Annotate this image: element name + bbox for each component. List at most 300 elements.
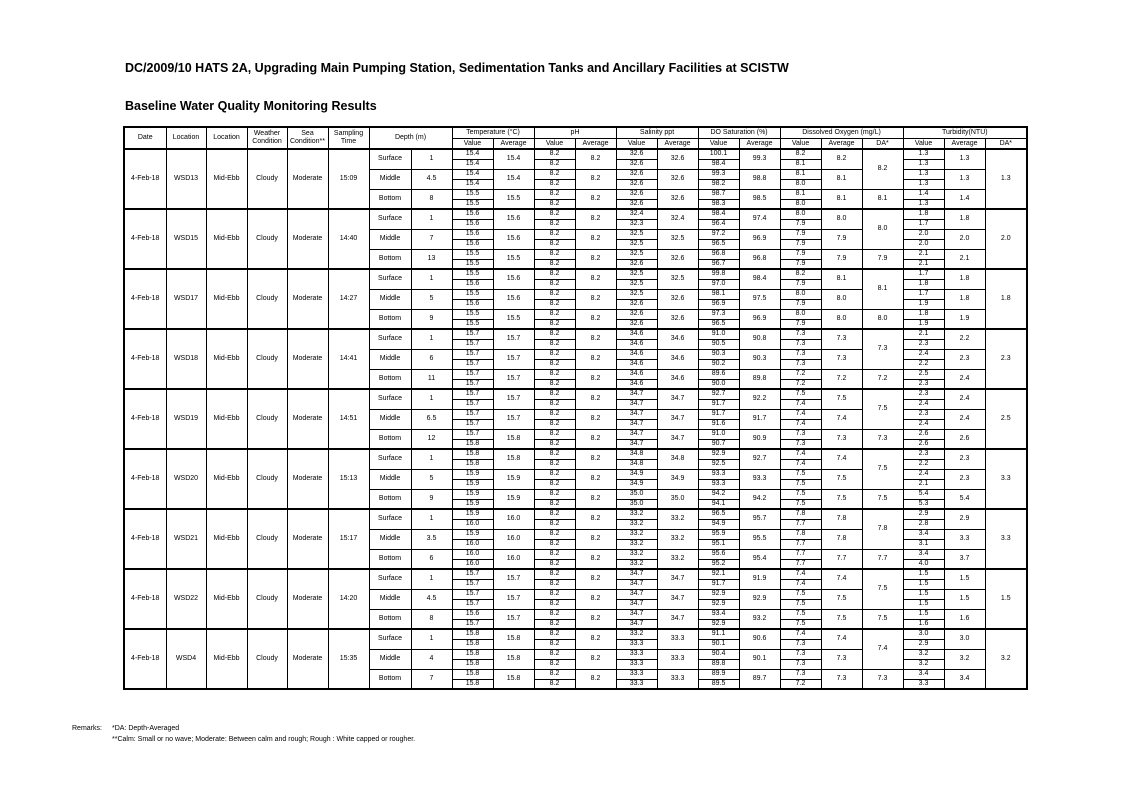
cell-do-average: 7.3 bbox=[821, 429, 862, 449]
cell-turbidity-value: 1.7 bbox=[903, 269, 944, 279]
cell-do-saturation-average: 93.3 bbox=[739, 469, 780, 489]
cell-temp-value: 16.0 bbox=[452, 549, 493, 559]
cell-depth-level: Middle bbox=[369, 589, 411, 609]
cell-salinity-value: 32.5 bbox=[616, 229, 657, 239]
cell-temp-value: 15.7 bbox=[452, 399, 493, 409]
cell-ph-value: 8.2 bbox=[534, 509, 575, 519]
cell-do-saturation-average: 95.5 bbox=[739, 529, 780, 549]
cell-salinity-value: 32.5 bbox=[616, 269, 657, 279]
subheader-da: DA* bbox=[985, 139, 1027, 150]
subheader-average: Average bbox=[739, 139, 780, 150]
cell-ph-value: 8.2 bbox=[534, 489, 575, 499]
cell-do-saturation-value: 96.9 bbox=[698, 299, 739, 309]
cell-temp-average: 15.7 bbox=[493, 589, 534, 609]
subheader-da: DA* bbox=[862, 139, 903, 150]
cell-ph-value: 8.2 bbox=[534, 429, 575, 439]
cell-turbidity-value: 1.5 bbox=[903, 599, 944, 609]
cell-salinity-value: 34.9 bbox=[616, 469, 657, 479]
cell-ph-value: 8.2 bbox=[534, 209, 575, 219]
cell-turbidity-average: 1.4 bbox=[944, 189, 985, 209]
cell-sampling-time: 15:09 bbox=[328, 149, 369, 209]
cell-ph-value: 8.2 bbox=[534, 649, 575, 659]
cell-do-value: 8.0 bbox=[780, 199, 821, 209]
cell-do-saturation-average: 98.4 bbox=[739, 269, 780, 289]
cell-do-saturation-value: 96.4 bbox=[698, 219, 739, 229]
cell-do-da: 7.3 bbox=[862, 329, 903, 369]
cell-turbidity-average: 1.9 bbox=[944, 309, 985, 329]
cell-salinity-value: 33.3 bbox=[616, 679, 657, 689]
cell-depth-m: 3.5 bbox=[411, 529, 452, 549]
cell-do-da: 7.7 bbox=[862, 549, 903, 569]
cell-location: WSD17 bbox=[166, 269, 206, 329]
cell-depth-level: Middle bbox=[369, 229, 411, 249]
cell-depth-m: 1 bbox=[411, 449, 452, 469]
cell-ph-value: 8.2 bbox=[534, 159, 575, 169]
cell-temp-value: 15.7 bbox=[452, 599, 493, 609]
cell-do-saturation-average: 91.7 bbox=[739, 409, 780, 429]
cell-temp-average: 16.0 bbox=[493, 549, 534, 569]
cell-do-saturation-average: 89.7 bbox=[739, 669, 780, 689]
cell-turbidity-value: 4.0 bbox=[903, 559, 944, 569]
cell-depth-level: Middle bbox=[369, 469, 411, 489]
cell-date: 4-Feb-18 bbox=[124, 509, 166, 569]
cell-do-average: 8.1 bbox=[821, 269, 862, 289]
cell-do-saturation-value: 96.7 bbox=[698, 259, 739, 269]
cell-turbidity-da: 2.0 bbox=[985, 209, 1027, 269]
cell-temp-value: 15.6 bbox=[452, 239, 493, 249]
cell-do-value: 7.2 bbox=[780, 679, 821, 689]
cell-ph-value: 8.2 bbox=[534, 249, 575, 259]
cell-turbidity-average: 1.5 bbox=[944, 569, 985, 589]
cell-do-value: 7.5 bbox=[780, 589, 821, 599]
cell-temp-value: 15.8 bbox=[452, 669, 493, 679]
cell-turbidity-value: 3.4 bbox=[903, 529, 944, 539]
cell-turbidity-value: 3.2 bbox=[903, 659, 944, 669]
cell-ph-average: 8.2 bbox=[575, 589, 616, 609]
cell-location: WSD21 bbox=[166, 509, 206, 569]
cell-salinity-average: 33.2 bbox=[657, 529, 698, 549]
cell-turbidity-value: 3.2 bbox=[903, 649, 944, 659]
cell-do-average: 7.5 bbox=[821, 609, 862, 629]
cell-do-value: 7.5 bbox=[780, 489, 821, 499]
table-row bbox=[124, 509, 1027, 519]
cell-temp-average: 15.5 bbox=[493, 189, 534, 209]
cell-sampling-time: 15:35 bbox=[328, 629, 369, 689]
cell-depth-m: 7 bbox=[411, 229, 452, 249]
cell-temp-value: 16.0 bbox=[452, 559, 493, 569]
cell-turbidity-value: 2.1 bbox=[903, 479, 944, 489]
cell-salinity-value: 34.7 bbox=[616, 409, 657, 419]
cell-location: WSD15 bbox=[166, 209, 206, 269]
cell-do-average: 8.1 bbox=[821, 169, 862, 189]
cell-ph-value: 8.2 bbox=[534, 309, 575, 319]
cell-sea-condition: Moderate bbox=[287, 569, 328, 629]
cell-salinity-value: 34.7 bbox=[616, 399, 657, 409]
cell-ph-value: 8.2 bbox=[534, 589, 575, 599]
cell-do-da: 7.3 bbox=[862, 669, 903, 689]
cell-ph-average: 8.2 bbox=[575, 569, 616, 589]
cell-turbidity-value: 2.3 bbox=[903, 409, 944, 419]
cell-do-value: 8.1 bbox=[780, 159, 821, 169]
cell-turbidity-average: 2.6 bbox=[944, 429, 985, 449]
cell-do-value: 7.7 bbox=[780, 559, 821, 569]
cell-temp-average: 15.7 bbox=[493, 369, 534, 389]
cell-temp-value: 15.9 bbox=[452, 469, 493, 479]
cell-salinity-average: 34.7 bbox=[657, 589, 698, 609]
cell-salinity-value: 32.6 bbox=[616, 189, 657, 199]
cell-do-saturation-average: 98.5 bbox=[739, 189, 780, 209]
cell-location: WSD13 bbox=[166, 149, 206, 209]
cell-depth-level: Middle bbox=[369, 649, 411, 669]
cell-do-value: 7.5 bbox=[780, 499, 821, 509]
cell-do-saturation-value: 91.7 bbox=[698, 579, 739, 589]
cell-ph-value: 8.2 bbox=[534, 609, 575, 619]
cell-tide: Mid-Ebb bbox=[206, 569, 247, 629]
cell-do-saturation-value: 95.9 bbox=[698, 529, 739, 539]
cell-turbidity-value: 1.3 bbox=[903, 149, 944, 159]
cell-do-saturation-value: 94.1 bbox=[698, 499, 739, 509]
cell-do-value: 7.3 bbox=[780, 429, 821, 439]
cell-do-saturation-average: 96.9 bbox=[739, 309, 780, 329]
cell-do-saturation-value: 89.5 bbox=[698, 679, 739, 689]
cell-do-saturation-value: 93.3 bbox=[698, 469, 739, 479]
cell-depth-level: Surface bbox=[369, 449, 411, 469]
cell-turbidity-value: 3.0 bbox=[903, 629, 944, 639]
cell-temp-average: 15.6 bbox=[493, 289, 534, 309]
cell-ph-value: 8.2 bbox=[534, 219, 575, 229]
cell-do-saturation-average: 95.7 bbox=[739, 509, 780, 529]
subheader-average: Average bbox=[493, 139, 534, 150]
cell-do-saturation-value: 97.2 bbox=[698, 229, 739, 239]
cell-turbidity-value: 2.8 bbox=[903, 519, 944, 529]
cell-ph-value: 8.2 bbox=[534, 229, 575, 239]
cell-ph-value: 8.2 bbox=[534, 279, 575, 289]
cell-do-saturation-value: 99.3 bbox=[698, 169, 739, 179]
cell-depth-m: 4.5 bbox=[411, 169, 452, 189]
cell-do-saturation-average: 91.9 bbox=[739, 569, 780, 589]
cell-depth-m: 6 bbox=[411, 549, 452, 569]
cell-weather: Cloudy bbox=[247, 209, 287, 269]
cell-temp-value: 15.7 bbox=[452, 329, 493, 339]
cell-depth-level: Middle bbox=[369, 169, 411, 189]
cell-do-average: 7.7 bbox=[821, 549, 862, 569]
cell-date: 4-Feb-18 bbox=[124, 329, 166, 389]
cell-depth-level: Middle bbox=[369, 529, 411, 549]
cell-temp-value: 15.8 bbox=[452, 659, 493, 669]
cell-temp-value: 15.5 bbox=[452, 249, 493, 259]
cell-turbidity-value: 1.9 bbox=[903, 319, 944, 329]
cell-turbidity-average: 1.3 bbox=[944, 149, 985, 169]
cell-temp-value: 15.6 bbox=[452, 209, 493, 219]
cell-turbidity-average: 3.0 bbox=[944, 629, 985, 649]
cell-do-saturation-value: 94.9 bbox=[698, 519, 739, 529]
cell-salinity-value: 35.0 bbox=[616, 489, 657, 499]
cell-do-saturation-value: 100.1 bbox=[698, 149, 739, 159]
cell-location: WSD18 bbox=[166, 329, 206, 389]
remarks-label: Remarks: bbox=[72, 725, 102, 732]
cell-turbidity-value: 3.4 bbox=[903, 669, 944, 679]
cell-salinity-average: 34.7 bbox=[657, 609, 698, 629]
cell-depth-m: 1 bbox=[411, 389, 452, 409]
cell-do-average: 7.9 bbox=[821, 229, 862, 249]
cell-do-saturation-average: 90.3 bbox=[739, 349, 780, 369]
cell-salinity-value: 34.6 bbox=[616, 349, 657, 359]
cell-salinity-value: 34.7 bbox=[616, 429, 657, 439]
cell-temp-value: 15.8 bbox=[452, 649, 493, 659]
cell-salinity-value: 32.6 bbox=[616, 299, 657, 309]
cell-ph-average: 8.2 bbox=[575, 609, 616, 629]
cell-turbidity-average: 3.4 bbox=[944, 669, 985, 689]
cell-do-value: 7.3 bbox=[780, 329, 821, 339]
cell-sampling-time: 14:40 bbox=[328, 209, 369, 269]
cell-depth-m: 9 bbox=[411, 489, 452, 509]
cell-do-saturation-value: 90.2 bbox=[698, 359, 739, 369]
cell-ph-value: 8.2 bbox=[534, 329, 575, 339]
cell-do-saturation-value: 92.9 bbox=[698, 449, 739, 459]
cell-ph-value: 8.2 bbox=[534, 169, 575, 179]
cell-do-da: 7.5 bbox=[862, 449, 903, 489]
cell-salinity-value: 33.2 bbox=[616, 549, 657, 559]
cell-turbidity-value: 1.4 bbox=[903, 189, 944, 199]
cell-do-value: 7.2 bbox=[780, 379, 821, 389]
cell-do-saturation-value: 98.1 bbox=[698, 289, 739, 299]
cell-salinity-value: 33.3 bbox=[616, 659, 657, 669]
cell-temp-value: 15.7 bbox=[452, 349, 493, 359]
cell-ph-value: 8.2 bbox=[534, 399, 575, 409]
header-temperature: Temperature (°C) bbox=[452, 127, 534, 139]
cell-location: WSD20 bbox=[166, 449, 206, 509]
cell-do-da: 8.0 bbox=[862, 209, 903, 249]
cell-date: 4-Feb-18 bbox=[124, 209, 166, 269]
subheader-average: Average bbox=[575, 139, 616, 150]
cell-turbidity-average: 1.8 bbox=[944, 289, 985, 309]
cell-do-saturation-average: 97.4 bbox=[739, 209, 780, 229]
cell-temp-average: 15.7 bbox=[493, 329, 534, 349]
cell-temp-average: 15.9 bbox=[493, 489, 534, 509]
cell-ph-value: 8.2 bbox=[534, 599, 575, 609]
cell-temp-average: 15.7 bbox=[493, 409, 534, 429]
cell-salinity-value: 32.5 bbox=[616, 289, 657, 299]
cell-do-value: 7.3 bbox=[780, 649, 821, 659]
cell-turbidity-average: 1.6 bbox=[944, 609, 985, 629]
cell-do-saturation-value: 93.3 bbox=[698, 479, 739, 489]
cell-turbidity-value: 1.5 bbox=[903, 609, 944, 619]
cell-ph-value: 8.2 bbox=[534, 289, 575, 299]
cell-date: 4-Feb-18 bbox=[124, 449, 166, 509]
cell-turbidity-value: 1.3 bbox=[903, 179, 944, 189]
cell-salinity-value: 32.5 bbox=[616, 249, 657, 259]
cell-do-value: 7.9 bbox=[780, 299, 821, 309]
cell-temp-value: 15.7 bbox=[452, 369, 493, 379]
cell-do-saturation-value: 98.2 bbox=[698, 179, 739, 189]
cell-temp-average: 15.5 bbox=[493, 309, 534, 329]
cell-depth-m: 5 bbox=[411, 469, 452, 489]
cell-do-value: 7.9 bbox=[780, 249, 821, 259]
cell-do-saturation-value: 91.7 bbox=[698, 399, 739, 409]
cell-temp-average: 15.7 bbox=[493, 569, 534, 589]
cell-do-value: 7.5 bbox=[780, 609, 821, 619]
cell-turbidity-value: 1.3 bbox=[903, 199, 944, 209]
cell-turbidity-average: 1.3 bbox=[944, 169, 985, 189]
cell-ph-value: 8.2 bbox=[534, 639, 575, 649]
cell-do-value: 7.3 bbox=[780, 339, 821, 349]
cell-temp-value: 15.4 bbox=[452, 169, 493, 179]
cell-salinity-value: 32.4 bbox=[616, 209, 657, 219]
cell-ph-average: 8.2 bbox=[575, 429, 616, 449]
cell-turbidity-value: 2.3 bbox=[903, 389, 944, 399]
cell-temp-average: 15.6 bbox=[493, 209, 534, 229]
cell-location: WSD19 bbox=[166, 389, 206, 449]
header-dissolved-oxygen: Dissolved Oxygen (mg/L) bbox=[780, 127, 903, 139]
cell-sea-condition: Moderate bbox=[287, 509, 328, 569]
cell-depth-m: 1 bbox=[411, 149, 452, 169]
cell-turbidity-value: 2.6 bbox=[903, 429, 944, 439]
cell-temp-value: 15.8 bbox=[452, 449, 493, 459]
cell-salinity-average: 33.3 bbox=[657, 649, 698, 669]
cell-ph-average: 8.2 bbox=[575, 229, 616, 249]
cell-depth-level: Bottom bbox=[369, 309, 411, 329]
subheader-value: Value bbox=[534, 139, 575, 150]
cell-temp-average: 16.0 bbox=[493, 529, 534, 549]
cell-temp-value: 15.8 bbox=[452, 679, 493, 689]
cell-depth-level: Middle bbox=[369, 289, 411, 309]
cell-do-saturation-value: 95.6 bbox=[698, 549, 739, 559]
cell-temp-value: 15.6 bbox=[452, 299, 493, 309]
cell-ph-average: 8.2 bbox=[575, 389, 616, 409]
cell-date: 4-Feb-18 bbox=[124, 269, 166, 329]
cell-sea-condition: Moderate bbox=[287, 329, 328, 389]
cell-turbidity-value: 1.3 bbox=[903, 159, 944, 169]
cell-ph-value: 8.2 bbox=[534, 149, 575, 159]
cell-depth-level: Surface bbox=[369, 209, 411, 229]
cell-turbidity-value: 2.0 bbox=[903, 239, 944, 249]
table-row bbox=[124, 449, 1027, 459]
cell-salinity-value: 34.8 bbox=[616, 449, 657, 459]
cell-temp-value: 15.9 bbox=[452, 509, 493, 519]
cell-do-value: 7.8 bbox=[780, 509, 821, 519]
cell-salinity-value: 33.2 bbox=[616, 509, 657, 519]
subheader-value: Value bbox=[452, 139, 493, 150]
cell-do-value: 7.3 bbox=[780, 349, 821, 359]
cell-ph-average: 8.2 bbox=[575, 449, 616, 469]
cell-do-value: 7.4 bbox=[780, 409, 821, 419]
cell-turbidity-value: 1.8 bbox=[903, 309, 944, 319]
cell-ph-average: 8.2 bbox=[575, 529, 616, 549]
cell-salinity-average: 33.3 bbox=[657, 669, 698, 689]
cell-sea-condition: Moderate bbox=[287, 629, 328, 689]
cell-temp-average: 15.4 bbox=[493, 149, 534, 169]
cell-salinity-value: 32.5 bbox=[616, 279, 657, 289]
cell-turbidity-average: 2.4 bbox=[944, 389, 985, 409]
cell-ph-average: 8.2 bbox=[575, 649, 616, 669]
cell-depth-m: 5 bbox=[411, 289, 452, 309]
cell-salinity-value: 33.3 bbox=[616, 669, 657, 679]
cell-weather: Cloudy bbox=[247, 509, 287, 569]
cell-ph-average: 8.2 bbox=[575, 509, 616, 529]
remarks-sea-note: **Calm: Small or no wave; Moderate: Between calm and rough; Rough : White capped or rougher. bbox=[112, 735, 416, 743]
cell-do-saturation-value: 91.0 bbox=[698, 329, 739, 339]
cell-do-value: 7.5 bbox=[780, 479, 821, 489]
cell-sampling-time: 14:20 bbox=[328, 569, 369, 629]
cell-ph-value: 8.2 bbox=[534, 679, 575, 689]
cell-turbidity-value: 1.3 bbox=[903, 169, 944, 179]
cell-salinity-value: 34.7 bbox=[616, 439, 657, 449]
cell-do-saturation-value: 90.4 bbox=[698, 649, 739, 659]
cell-depth-level: Surface bbox=[369, 329, 411, 349]
cell-turbidity-value: 2.2 bbox=[903, 459, 944, 469]
cell-tide: Mid-Ebb bbox=[206, 389, 247, 449]
cell-do-average: 8.2 bbox=[821, 149, 862, 169]
cell-salinity-value: 34.8 bbox=[616, 459, 657, 469]
cell-ph-value: 8.2 bbox=[534, 619, 575, 629]
cell-salinity-average: 34.6 bbox=[657, 329, 698, 349]
cell-do-average: 8.1 bbox=[821, 189, 862, 209]
cell-salinity-value: 32.6 bbox=[616, 179, 657, 189]
cell-ph-value: 8.2 bbox=[534, 549, 575, 559]
cell-temp-average: 15.8 bbox=[493, 669, 534, 689]
cell-do-average: 7.8 bbox=[821, 529, 862, 549]
cell-temp-value: 15.7 bbox=[452, 589, 493, 599]
cell-salinity-average: 35.0 bbox=[657, 489, 698, 509]
cell-salinity-value: 33.2 bbox=[616, 629, 657, 639]
cell-do-saturation-value: 95.2 bbox=[698, 559, 739, 569]
cell-temp-value: 15.6 bbox=[452, 229, 493, 239]
cell-do-value: 8.1 bbox=[780, 169, 821, 179]
cell-depth-m: 1 bbox=[411, 209, 452, 229]
cell-depth-m: 1 bbox=[411, 509, 452, 529]
cell-turbidity-average: 1.8 bbox=[944, 269, 985, 289]
cell-do-value: 7.3 bbox=[780, 439, 821, 449]
cell-do-da: 7.5 bbox=[862, 609, 903, 629]
cell-turbidity-da: 3.2 bbox=[985, 629, 1027, 689]
cell-temp-value: 15.5 bbox=[452, 319, 493, 329]
cell-sampling-time: 14:51 bbox=[328, 389, 369, 449]
cell-salinity-value: 33.2 bbox=[616, 529, 657, 539]
cell-do-saturation-value: 92.7 bbox=[698, 389, 739, 399]
cell-temp-average: 15.5 bbox=[493, 249, 534, 269]
table-row bbox=[124, 629, 1027, 639]
cell-do-saturation-value: 97.3 bbox=[698, 309, 739, 319]
cell-salinity-value: 34.6 bbox=[616, 339, 657, 349]
cell-do-saturation-value: 98.4 bbox=[698, 159, 739, 169]
cell-temp-average: 15.4 bbox=[493, 169, 534, 189]
cell-turbidity-average: 2.0 bbox=[944, 229, 985, 249]
cell-turbidity-da: 2.5 bbox=[985, 389, 1027, 449]
cell-location: WSD4 bbox=[166, 629, 206, 689]
cell-salinity-average: 32.6 bbox=[657, 249, 698, 269]
cell-salinity-value: 32.6 bbox=[616, 159, 657, 169]
cell-salinity-average: 32.6 bbox=[657, 289, 698, 309]
cell-turbidity-value: 1.6 bbox=[903, 619, 944, 629]
cell-ph-value: 8.2 bbox=[534, 189, 575, 199]
cell-do-value: 7.5 bbox=[780, 619, 821, 629]
cell-do-saturation-average: 95.4 bbox=[739, 549, 780, 569]
cell-do-average: 7.3 bbox=[821, 649, 862, 669]
table-subtitle: Baseline Water Quality Monitoring Results bbox=[125, 99, 377, 113]
cell-sea-condition: Moderate bbox=[287, 449, 328, 509]
cell-turbidity-value: 5.4 bbox=[903, 489, 944, 499]
cell-do-da: 7.5 bbox=[862, 389, 903, 429]
cell-do-saturation-value: 89.9 bbox=[698, 669, 739, 679]
cell-do-value: 7.4 bbox=[780, 419, 821, 429]
cell-temp-value: 15.7 bbox=[452, 569, 493, 579]
cell-temp-average: 15.7 bbox=[493, 389, 534, 409]
cell-do-saturation-value: 92.1 bbox=[698, 569, 739, 579]
cell-depth-level: Bottom bbox=[369, 189, 411, 209]
cell-do-average: 7.8 bbox=[821, 509, 862, 529]
cell-turbidity-value: 3.1 bbox=[903, 539, 944, 549]
cell-sea-condition: Moderate bbox=[287, 269, 328, 329]
